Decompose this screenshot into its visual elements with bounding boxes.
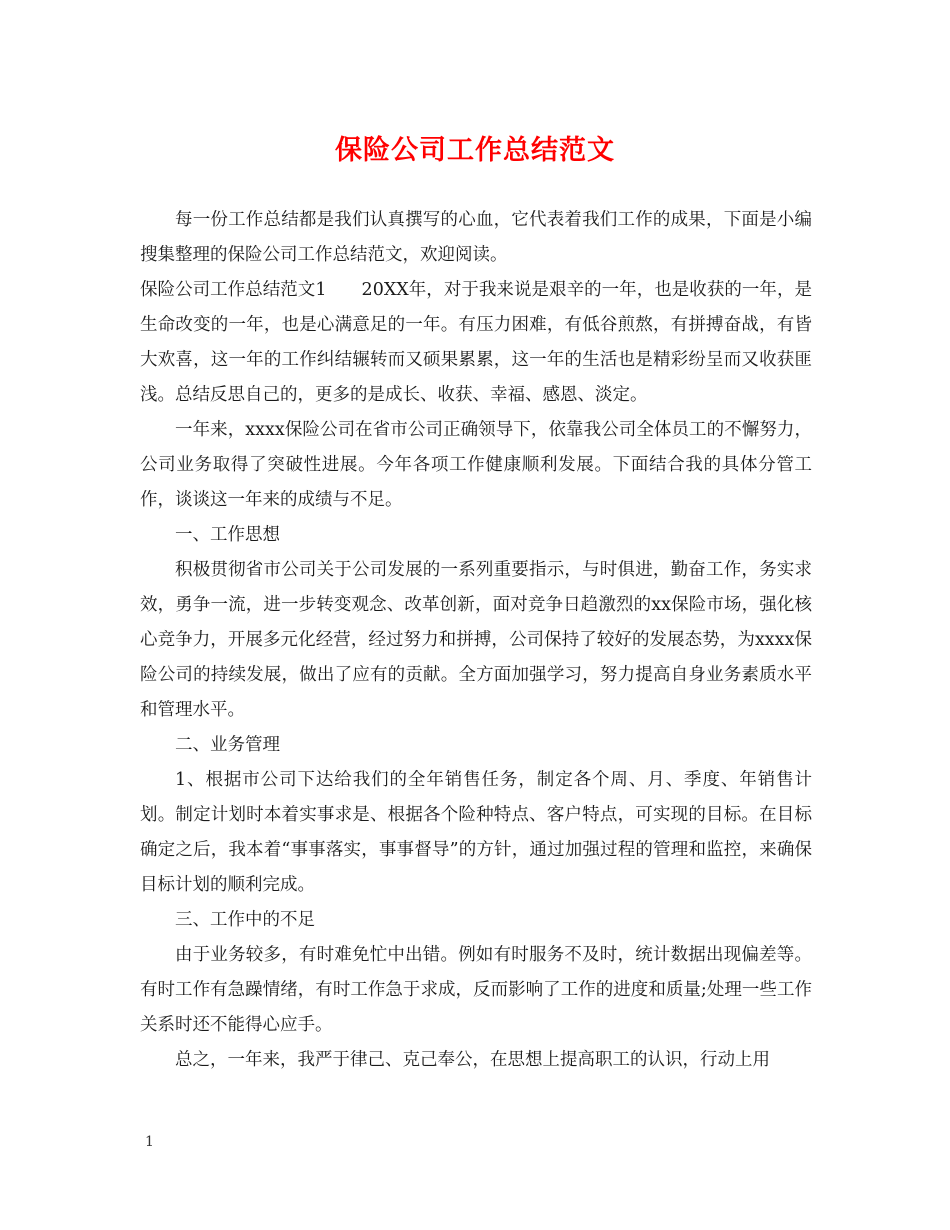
paragraph-business-management: 1、根据市公司下达给我们的全年销售任务，制定各个周、月、季度、年销售计划。制定计划时本着实事求是、根据各个险种特点、客户特点，可实现的目标。在目标确定之后，我本着“事事落实，事事督导”的方针，通过加强过程的管理和监控，来确保目标计划的顺利完成。 xyxy=(140,770,812,895)
paragraph-shortcomings: 由于业务较多，有时难免忙中出错。例如有时服务不及时，统计数据出现偏差等。有时工作有急躁情绪，有时工作急于求成，反而影响了工作的进度和质量;处理一些工作关系时还不能得心应手。 xyxy=(140,945,812,1035)
section-heading-shortcomings: 三、工作中的不足 xyxy=(175,910,315,930)
document-body xyxy=(140,203,812,1078)
paragraph-sample-1: 保险公司工作总结范文1 20XX年，对于我来说是艰辛的一年，也是收获的一年，是生命改变的一年，也是心满意足的一年。有压力困难，有低谷煎熬，有拼搏奋战，有皆大欢喜，这一年的工作纠结辗转而又硕果累累，这一年的生活也是精彩纷呈而又收获匪浅。总结反思自己的，更多的是成长、收获、幸福、感恩、淡定。 xyxy=(140,280,812,405)
page-number: 1 xyxy=(145,1134,154,1150)
section-heading-business-management: 二、业务管理 xyxy=(175,735,280,755)
paragraph-intro: 每一份工作总结都是我们认真撰写的心血，它代表着我们工作的成果，下面是小编搜集整理的保险公司工作总结范文，欢迎阅读。 xyxy=(140,210,812,265)
section-heading-work-thinking: 一、工作思想 xyxy=(175,525,280,545)
document-title: 保险公司工作总结范文 xyxy=(335,135,615,166)
paragraph-year-overview: 一年来，xxxx保险公司在省市公司正确领导下，依靠我公司全体员工的不懈努力，公司业务取得了突破性进展。今年各项工作健康顺利发展。下面结合我的具体分管工作，谈谈这一年来的成绩与不足。 xyxy=(140,420,812,510)
paragraph-work-thinking: 积极贯彻省市公司关于公司发展的一系列重要指示，与时俱进，勤奋工作，务实求效，勇争一流，进一步转变观念、改革创新，面对竞争日趋激烈的xx保险市场，强化核心竞争力，开展多元化经营，经过努力和拼搏，公司保持了较好的发展态势，为xxxx保险公司的持续发展，做出了应有的贡献。全方面加强学习，努力提高自身业务素质水平和管理水平。 xyxy=(140,560,812,720)
paragraph-conclusion: 总之，一年来，我严于律己、克己奉公，在思想上提高职工的认识，行动上用 xyxy=(175,1050,770,1070)
